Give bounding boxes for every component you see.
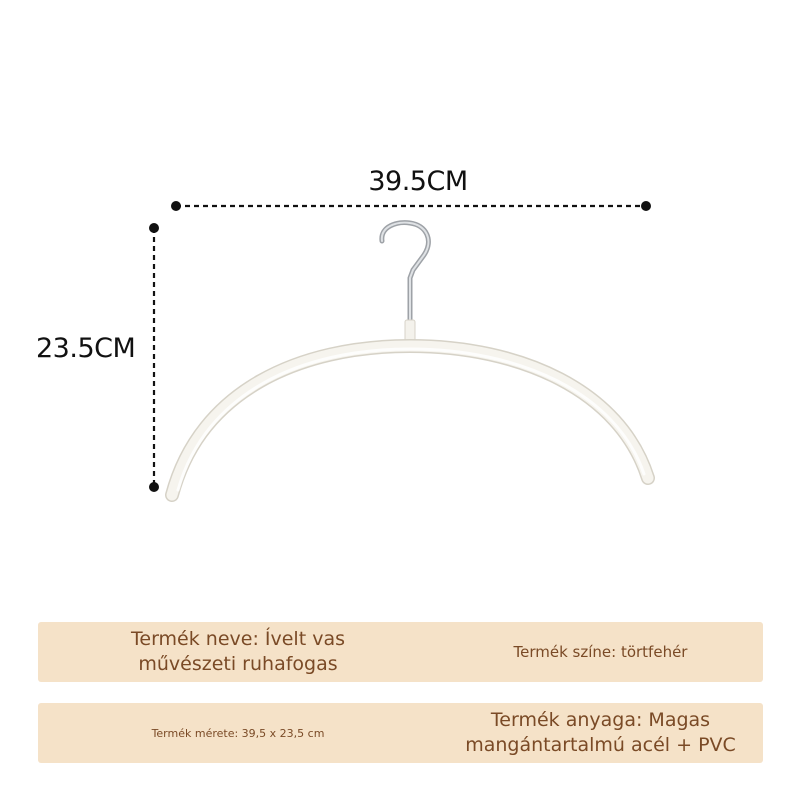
product-name-cell <box>38 622 438 682</box>
width-dimension-label: 39.5CM <box>368 166 468 197</box>
info-bar-bottom <box>38 703 763 763</box>
product-material-cell <box>438 703 763 763</box>
hanger-body-icon <box>172 346 648 495</box>
width-dimension-line <box>171 201 651 211</box>
hanger-hook-icon <box>382 223 429 348</box>
product-material-text: Termék anyaga: Magas mangántartalmú acél + PVC <box>465 709 736 756</box>
height-dimension-label: 23.5CM <box>36 333 136 364</box>
product-size-cell <box>38 703 438 763</box>
product-color-text: Termék színe: törtfehér <box>513 643 688 661</box>
product-color-cell <box>438 622 763 682</box>
product-size-text: Termék mérete: 39,5 x 23,5 cm <box>151 726 325 740</box>
height-dimension-line <box>149 223 159 492</box>
info-bar-top <box>38 622 763 682</box>
product-name-text: Termék neve: Ívelt vas művészeti ruhafogas <box>131 628 345 675</box>
